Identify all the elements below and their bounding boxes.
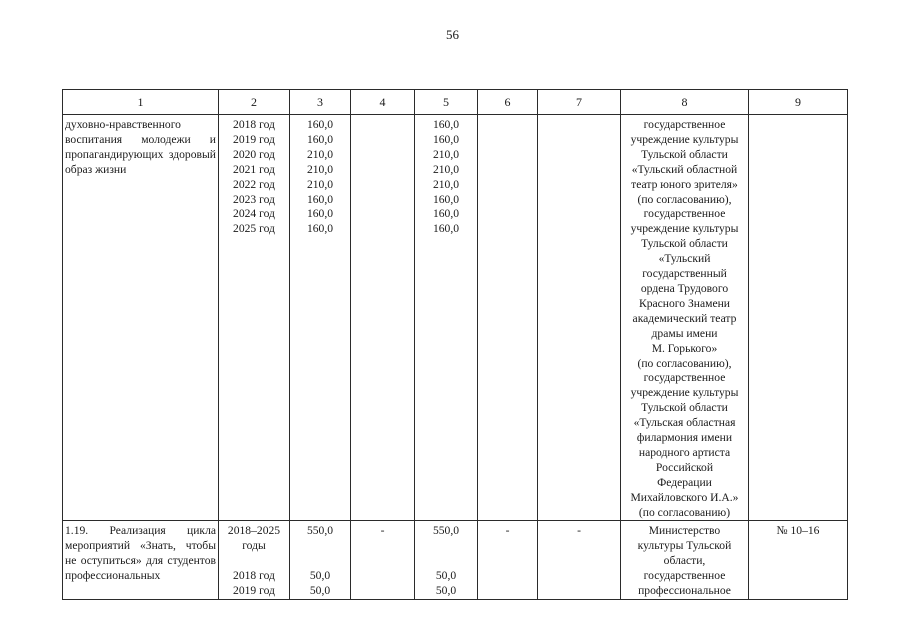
column-4-cell: - bbox=[351, 521, 415, 600]
indicator-cell bbox=[749, 115, 848, 521]
column-header: 7 bbox=[538, 90, 621, 115]
event-name-cell: духовно-нравственного воспитания молодежи и пропагандирующих здоровый образ жизни bbox=[63, 115, 219, 521]
period-cell: 2018–2025 годы 2018 год 2019 год bbox=[219, 521, 290, 600]
column-6-cell: - bbox=[478, 521, 538, 600]
column-header: 3 bbox=[290, 90, 351, 115]
column-5-cell: 550,0 50,0 50,0 bbox=[415, 521, 478, 600]
column-header: 8 bbox=[621, 90, 749, 115]
program-table bbox=[62, 89, 848, 600]
column-6-cell bbox=[478, 115, 538, 521]
column-4-cell bbox=[351, 115, 415, 521]
column-header: 6 bbox=[478, 90, 538, 115]
column-7-cell: - bbox=[538, 521, 621, 600]
executor-cell: государственное учреждение культуры Тульской области «Тульский областной театр юного зрителя» (по согласованию), государственное учреждение культуры Тульской области «Тульский государственный ордена Трудового Красного Знамени академический театр драмы имени М. Горького» (по согласованию), государственное учреждение культуры Тульской области «Тульская областная филармония имени народного артиста Российской Федерации Михайловского И.А.» (по согласованию) bbox=[621, 115, 749, 521]
column-header: 9 bbox=[749, 90, 848, 115]
event-name-cell: 1.19. Реализация цикла мероприятий «Знать, чтобы не оступиться» для студентов профессиональных bbox=[63, 521, 219, 600]
column-7-cell bbox=[538, 115, 621, 521]
page-number: 56 bbox=[446, 27, 459, 42]
period-cell: 2018 год 2019 год 2020 год 2021 год 2022 год 2023 год 2024 год 2025 год bbox=[219, 115, 290, 521]
total-amount-cell: 160,0 160,0 210,0 210,0 210,0 160,0 160,0 160,0 bbox=[290, 115, 351, 521]
column-header: 5 bbox=[415, 90, 478, 115]
column-header: 1 bbox=[63, 90, 219, 115]
table-row bbox=[63, 115, 848, 521]
header-row bbox=[63, 90, 848, 115]
column-header: 4 bbox=[351, 90, 415, 115]
indicator-cell: № 10–16 bbox=[749, 521, 848, 600]
table-row bbox=[63, 521, 848, 600]
column-header: 2 bbox=[219, 90, 290, 115]
executor-cell: Министерство культуры Тульской области, государственное профессиональное bbox=[621, 521, 749, 600]
total-amount-cell: 550,0 50,0 50,0 bbox=[290, 521, 351, 600]
column-5-cell: 160,0 160,0 210,0 210,0 210,0 160,0 160,0 160,0 bbox=[415, 115, 478, 521]
